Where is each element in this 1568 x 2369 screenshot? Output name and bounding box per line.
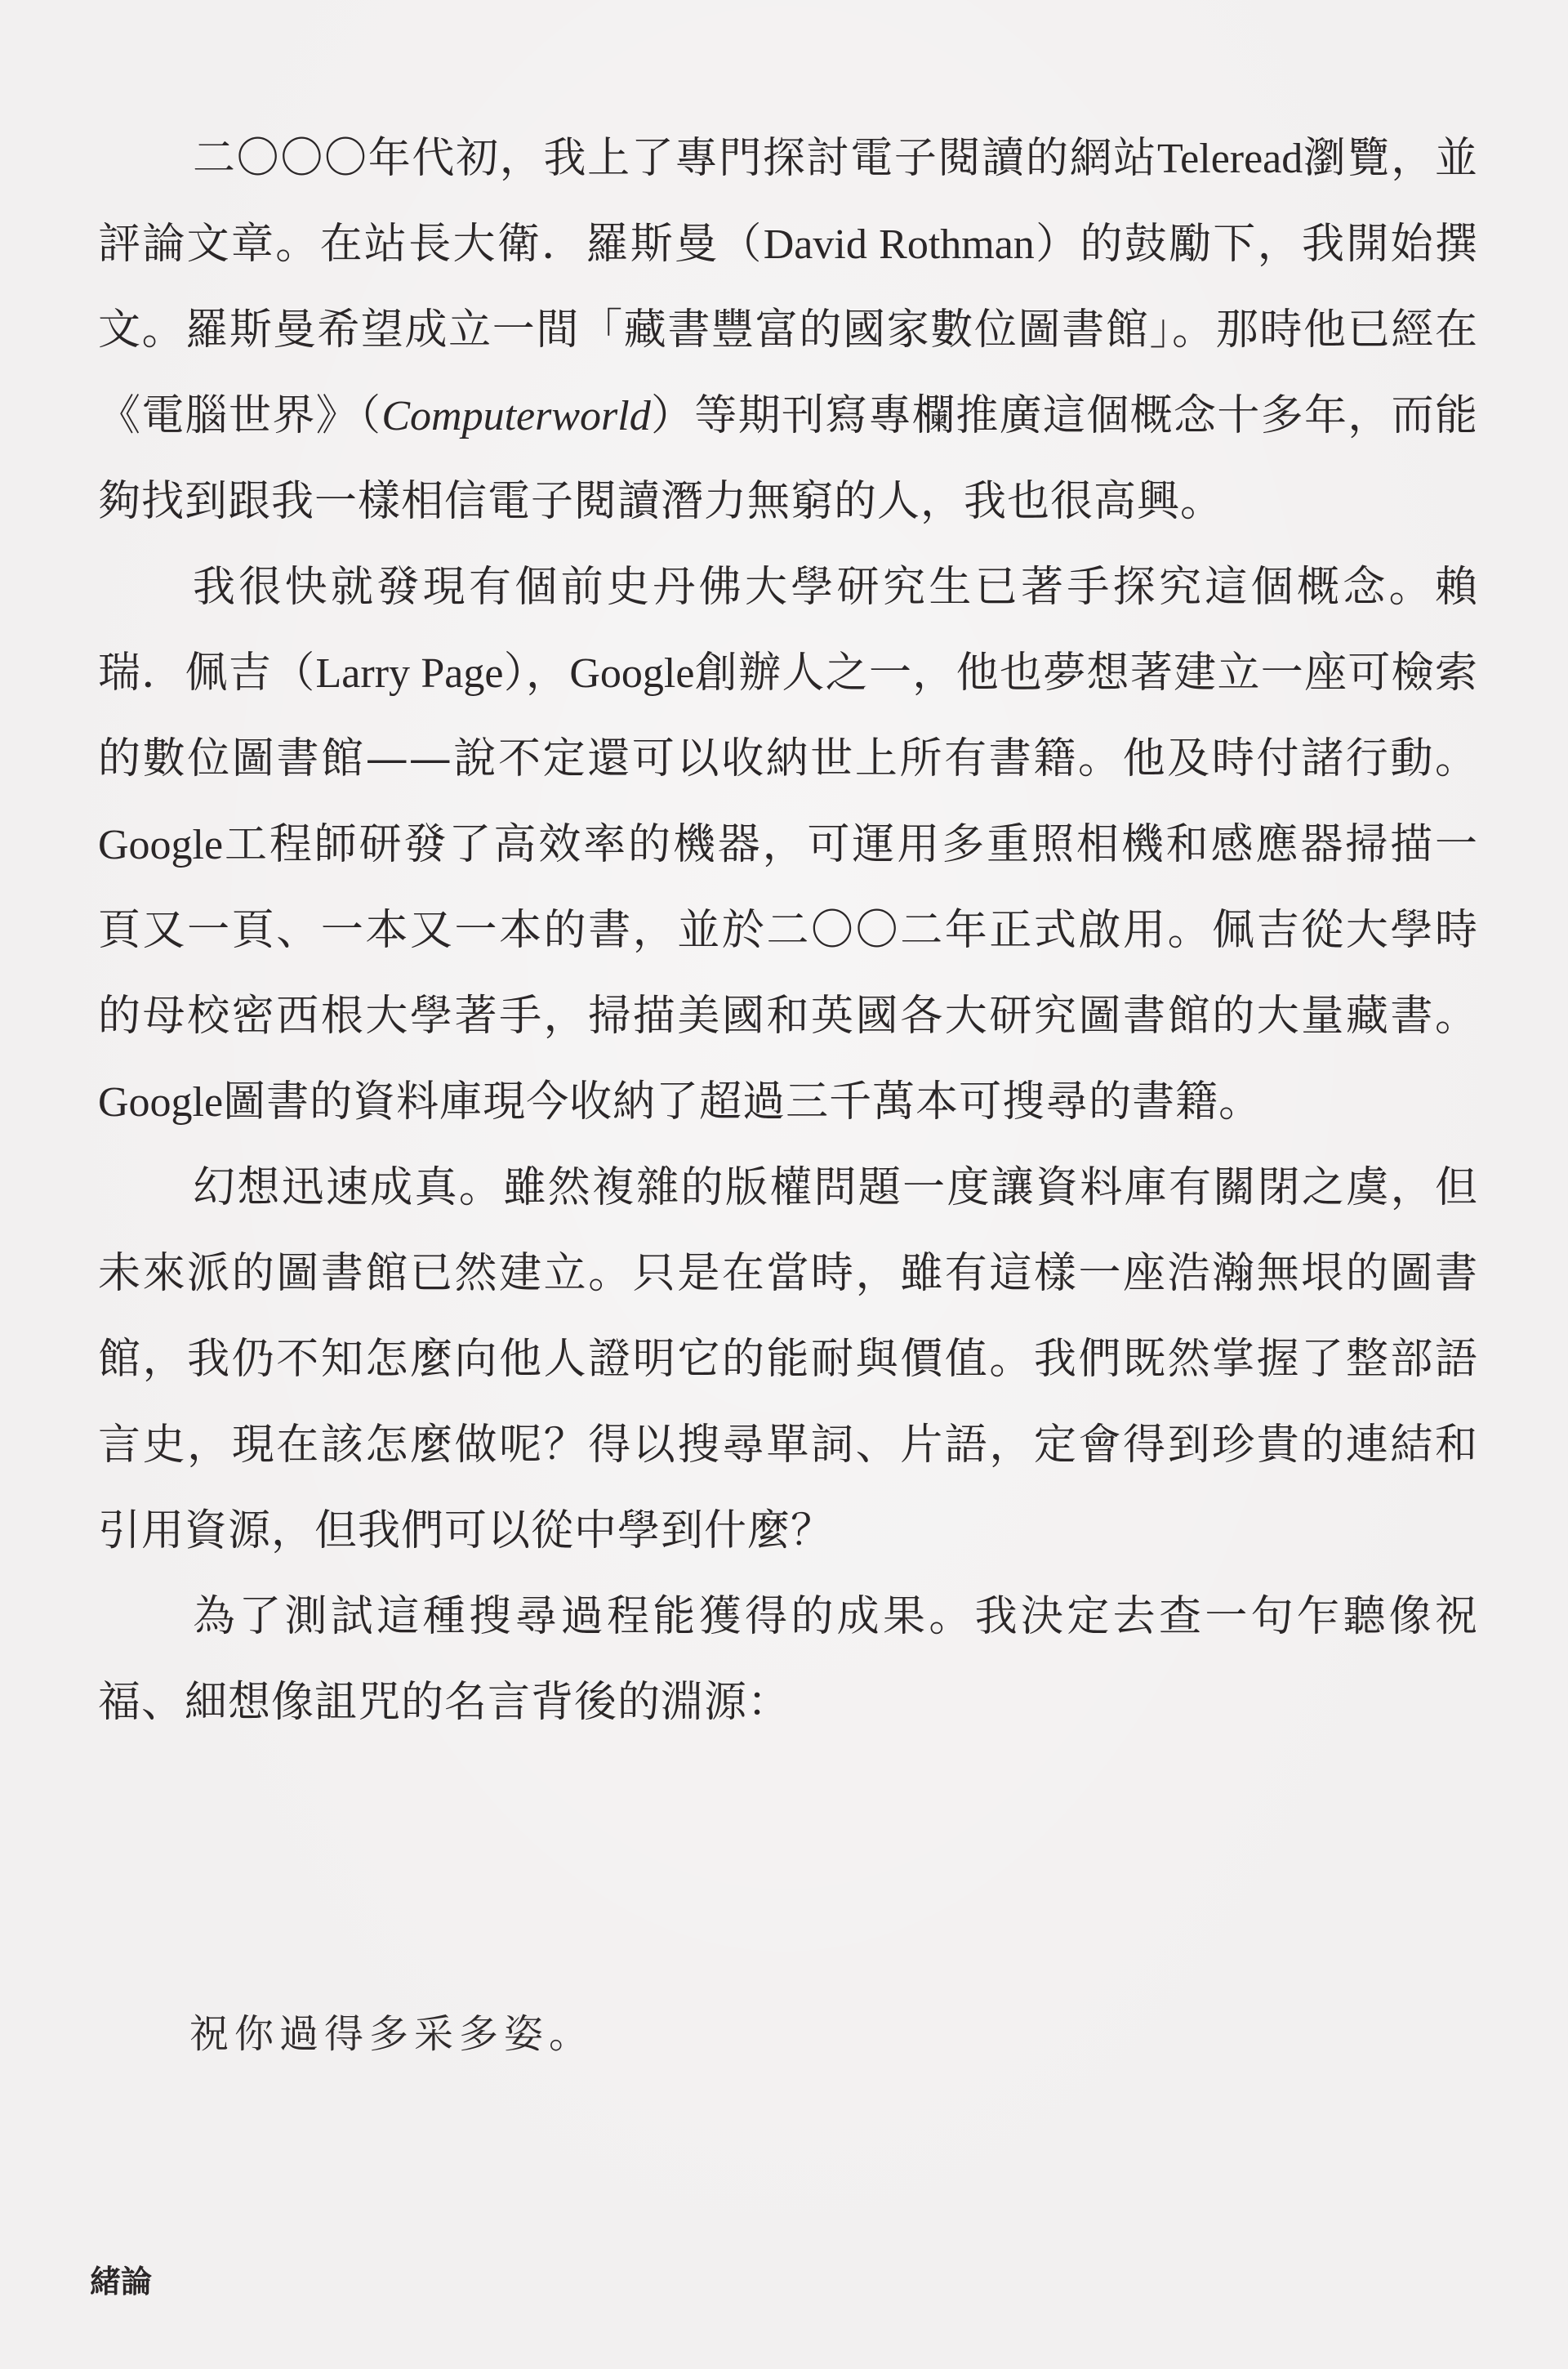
text-run: Google bbox=[569, 650, 695, 697]
text-run: ）等期刊寫專欄推廣這個概念十多年，而能夠找到跟我一樣相信電子閱讀潛力無窮的人，我也很高興。 bbox=[98, 391, 1478, 526]
text-run: 圖書的資料庫現今收納了超過三千萬本可搜尋的書籍。 bbox=[223, 1077, 1263, 1127]
running-footer-chapter: 緒論 bbox=[90, 2264, 153, 2300]
paragraph-3 bbox=[98, 1145, 1478, 1574]
text-run: David Rothman bbox=[763, 221, 1035, 268]
epigraph-quote: 祝你過得多采多姿。 bbox=[189, 2011, 595, 2057]
text-run: Teleread bbox=[1157, 136, 1303, 182]
text-run: Google bbox=[98, 1079, 224, 1126]
text-run: 工程師研發了高效率的機器，可運用多重照相機和感應器掃描一頁又一頁、一本又一本的書，並於二〇〇二年正式啟用。佩吉從大學時的母校密西根大學著手，掃描美國和英國各大研究圖書館的大量藏書。 bbox=[98, 820, 1478, 1041]
text-run: 創辦人之一，他也夢想著建立一座可檢索的數位圖書館——說不定還可以收納世上所有書籍。他及時付諸行動。 bbox=[98, 649, 1478, 783]
text-run: 二〇〇〇年代初，我上了專門探討電子閱讀的網站 bbox=[193, 134, 1158, 183]
text-run: ）的鼓勵下，我開始撰文。羅斯曼希望成立一間「藏書豐富的國家數位圖書館」。那時他已經在《電腦世界》（ bbox=[98, 220, 1478, 440]
paragraph-1 bbox=[98, 116, 1478, 545]
text-run: 幻想迅速成真。雖然複雜的版權問題一度讓資料庫有關閉之虞，但未來派的圖書館已然建立。只是在當時，雖有這樣一座浩瀚無垠的圖書館，我仍不知怎麼向他人證明它的能耐與價值。我們既然掌握了整部語言史，現在該怎麼做呢？得以搜尋單詞、片語，定會得到珍貴的連結和引用資源，但我們可以從中學到什麼？ bbox=[98, 1163, 1478, 1555]
paragraph-2 bbox=[98, 545, 1478, 1145]
text-run: 瀏覽，並評論文章。在站長大衛．羅斯曼（ bbox=[98, 134, 1478, 269]
paragraph-4 bbox=[98, 1574, 1478, 1746]
text-run: Larry Page bbox=[315, 650, 504, 697]
text-run: 我很快就發現有個前史丹佛大學研究生已著手探究這個概念。賴瑞．佩吉（ bbox=[98, 563, 1478, 698]
text-run: Computerworld bbox=[381, 393, 651, 439]
text-run: ）， bbox=[503, 649, 570, 698]
text-run: Google bbox=[98, 822, 224, 868]
body-text bbox=[98, 116, 1478, 1746]
text-run: 為了測試這種搜尋過程能獲得的成果。我決定去查一句乍聽像祝福、細想像詛咒的名言背後的淵源： bbox=[98, 1592, 1478, 1727]
